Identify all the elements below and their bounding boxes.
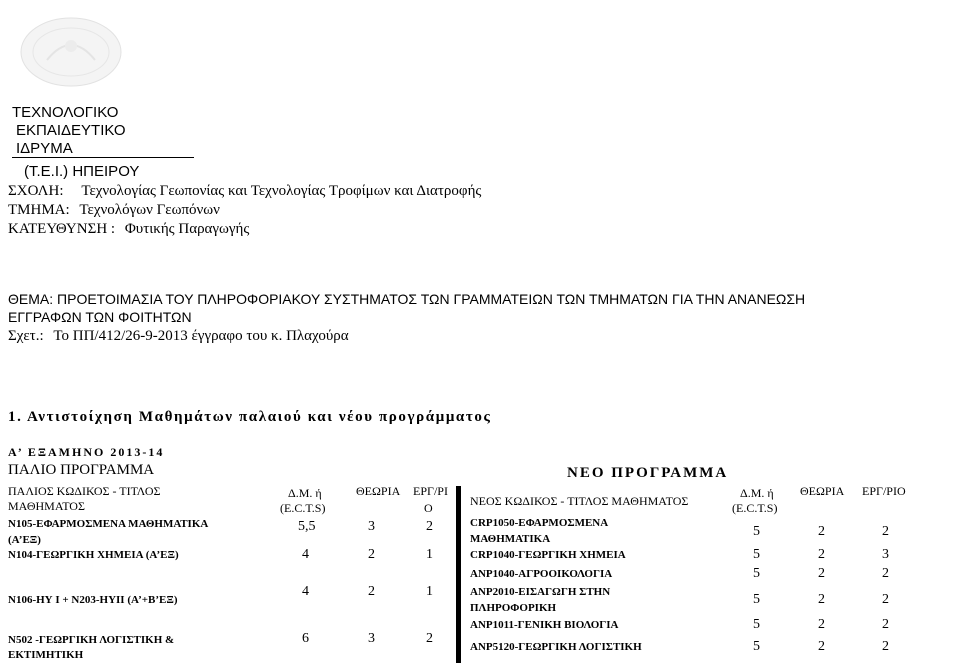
- new-header-code-title: ΝΕΟΣ ΚΩΔΙΚΟΣ - ΤΙΤΛΟΣ ΜΑΘΗΜΑΤΟΣ: [470, 494, 689, 508]
- institution-name-line3: ΙΔΡΥΜΑ: [16, 140, 73, 157]
- dept-label: ΤΜΗΜΑ:: [8, 202, 70, 218]
- institution-logo: [12, 12, 130, 92]
- new-row-lab: 2: [882, 566, 889, 581]
- new-row-ects: 5: [753, 617, 760, 632]
- old-row-ects: 5,5: [298, 519, 316, 534]
- reference-line: [8, 327, 349, 345]
- old-row-ects: 6: [302, 631, 309, 646]
- new-header-lab: ΕΡΓ/ΡΙΟ: [862, 484, 906, 498]
- subject-line2: ΕΓΓΡΑΦΩΝ ΤΩΝ ΦΟΙΤΗΤΩΝ: [8, 309, 192, 325]
- new-row-ects: 5: [753, 524, 760, 539]
- institution-name-line2: ΕΚΠΑΙΔΕΥΤΙΚΟ: [16, 122, 126, 139]
- old-row-title: Ν105-ΕΦΑΡΜΟΣΜΕΝΑ ΜΑΘΗΜΑΤΙΚΑ: [8, 518, 209, 530]
- old-header-ects-1: Δ.Μ. ή: [288, 486, 322, 500]
- direction-label: ΚΑΤΕΥΘΥΝΣΗ :: [8, 221, 116, 237]
- old-header-lab-1: ΕΡΓ/ΡΙ: [413, 484, 448, 498]
- new-header-ects-1: Δ.Μ. ή: [740, 486, 774, 500]
- header-rule: [12, 157, 194, 158]
- old-row-lab: 2: [426, 519, 433, 534]
- institution-region: (Τ.Ε.Ι.) ΗΠΕΙΡΟΥ: [24, 163, 140, 180]
- logo-icon: [12, 12, 130, 92]
- new-row-title: ANP1011-ΓΕΝΙΚΗ ΒΙΟΛΟΓΙΑ: [470, 619, 619, 631]
- old-row-ects: 4: [302, 584, 309, 599]
- old-header-code-title-1: ΠΑΛΙΟΣ ΚΩΔΙΚΟΣ - ΤΙΤΛΟΣ: [8, 484, 161, 498]
- old-row-title: Ν104-ΓΕΩΡΓΙΚΗ ΧΗΜΕΙΑ (Α’ΕΞ): [8, 549, 179, 561]
- direction-value: Φυτικής Παραγωγής: [124, 221, 250, 237]
- old-row-ects: 4: [302, 547, 309, 562]
- school-value: Τεχνολογίας Γεωπονίας και Τεχνολογίας Τροφίμων και Διατροφής: [81, 183, 482, 199]
- old-row-lab: 2: [426, 631, 433, 646]
- school-line: [8, 182, 481, 200]
- old-row-theory: 2: [368, 584, 375, 599]
- section-title: 1. Αντιστοίχηση Μαθημάτων παλαιού και νέου προγράμματος: [8, 409, 492, 425]
- new-row-lab: 2: [882, 639, 889, 654]
- new-row-title-cont: ΠΛΗΡΟΦΟΡΙΚΗ: [470, 602, 557, 614]
- new-row-lab: 3: [882, 547, 889, 562]
- new-row-lab: 2: [882, 617, 889, 632]
- new-row-theory: 2: [818, 524, 825, 539]
- new-row-theory: 2: [818, 617, 825, 632]
- new-row-theory: 2: [818, 592, 825, 607]
- school-label: ΣΧΟΛΗ:: [8, 183, 64, 199]
- old-row-theory: 2: [368, 547, 375, 562]
- new-row-title: ANP5120-ΓΕΩΡΓΙΚΗ ΛΟΓΙΣΤΙΚΗ: [470, 641, 642, 653]
- new-row-title: ANP1040-ΑΓΡΟΟΙΚΟΛΟΓΙΑ: [470, 568, 613, 580]
- old-header-lab-2: Ο: [424, 501, 433, 515]
- old-header-theory: ΘΕΩΡΙΑ: [356, 484, 401, 498]
- new-row-ects: 5: [753, 547, 760, 562]
- new-row-theory: 2: [818, 547, 825, 562]
- old-header-ects-2: (E.C.T.S): [280, 501, 326, 515]
- semester-label: Α’ ΕΞΑΜΗΝΟ 2013-14: [8, 445, 165, 459]
- new-row-title: ANP2010-ΕΙΣΑΓΩΓΗ ΣΤΗΝ: [470, 586, 611, 598]
- old-row-theory: 3: [368, 631, 375, 646]
- old-row-title-cont: (Α’ΕΞ): [8, 534, 41, 546]
- old-program-title: ΠΑΛΙΟ ΠΡΟΓΡΑΜΜΑ: [8, 462, 155, 478]
- old-row-title: Ν502 -ΓΕΩΡΓΙΚΗ ΛΟΓΙΣΤΙΚΗ &: [8, 634, 175, 646]
- new-program-title: ΝΕΟ ΠΡΟΓΡΑΜΜΑ: [567, 465, 729, 481]
- new-header-theory: ΘΕΩΡΙΑ: [800, 484, 845, 498]
- dept-value: Τεχνολόγων Γεωπόνων: [79, 202, 220, 218]
- new-row-lab: 2: [882, 592, 889, 607]
- old-row-lab: 1: [426, 547, 433, 562]
- old-row-theory: 3: [368, 519, 375, 534]
- reference-value: Το ΠΠ/412/26-9-2013 έγγραφο του κ. Πλαχούρα: [53, 328, 349, 344]
- new-row-theory: 2: [818, 639, 825, 654]
- program-separator: [456, 486, 461, 663]
- new-row-theory: 2: [818, 566, 825, 581]
- new-row-title: CRP1050-ΕΦΑΡΜΟΣΜΕΝΑ: [470, 517, 609, 529]
- subject-line1: ΘΕΜΑ: ΠΡΟΕΤΟΙΜΑΣΙΑ ΤΟΥ ΠΛΗΡΟΦΟΡΙΑΚΟΥ ΣΥΣΤΗΜΑΤΟΣ ΤΩΝ ΓΡΑΜΜΑΤΕΙΩΝ ΤΩΝ ΤΜΗΜΑΤΩΝ ΓΙΑ ΤΗΝ ΑΝΑΝΕΩΣΗ: [8, 291, 806, 307]
- direction-line: [8, 220, 249, 238]
- new-row-lab: 2: [882, 524, 889, 539]
- dept-line: [8, 201, 220, 219]
- old-header-code-title-2: ΜΑΘΗΜΑΤΟΣ: [8, 499, 85, 513]
- new-header-ects-2: (E.C.T.S): [732, 501, 778, 515]
- new-row-ects: 5: [753, 566, 760, 581]
- new-row-title-cont: ΜΑΘΗΜΑΤΙΚΑ: [470, 533, 551, 545]
- institution-name-line1: ΤΕΧΝΟΛΟΓΙΚΟ: [12, 104, 119, 121]
- new-row-ects: 5: [753, 592, 760, 607]
- old-row-title-cont: ΕΚΤΙΜΗΤΙΚΗ: [8, 649, 84, 661]
- new-row-ects: 5: [753, 639, 760, 654]
- old-row-lab: 1: [426, 584, 433, 599]
- old-row-title: Ν106-ΗΥ Ι + Ν203-ΗΥΙΙ (Α’+Β’ΕΞ): [8, 594, 178, 606]
- reference-label: Σχετ.:: [8, 328, 44, 344]
- new-row-title: CRP1040-ΓΕΩΡΓΙΚΗ ΧΗΜΕΙΑ: [470, 549, 626, 561]
